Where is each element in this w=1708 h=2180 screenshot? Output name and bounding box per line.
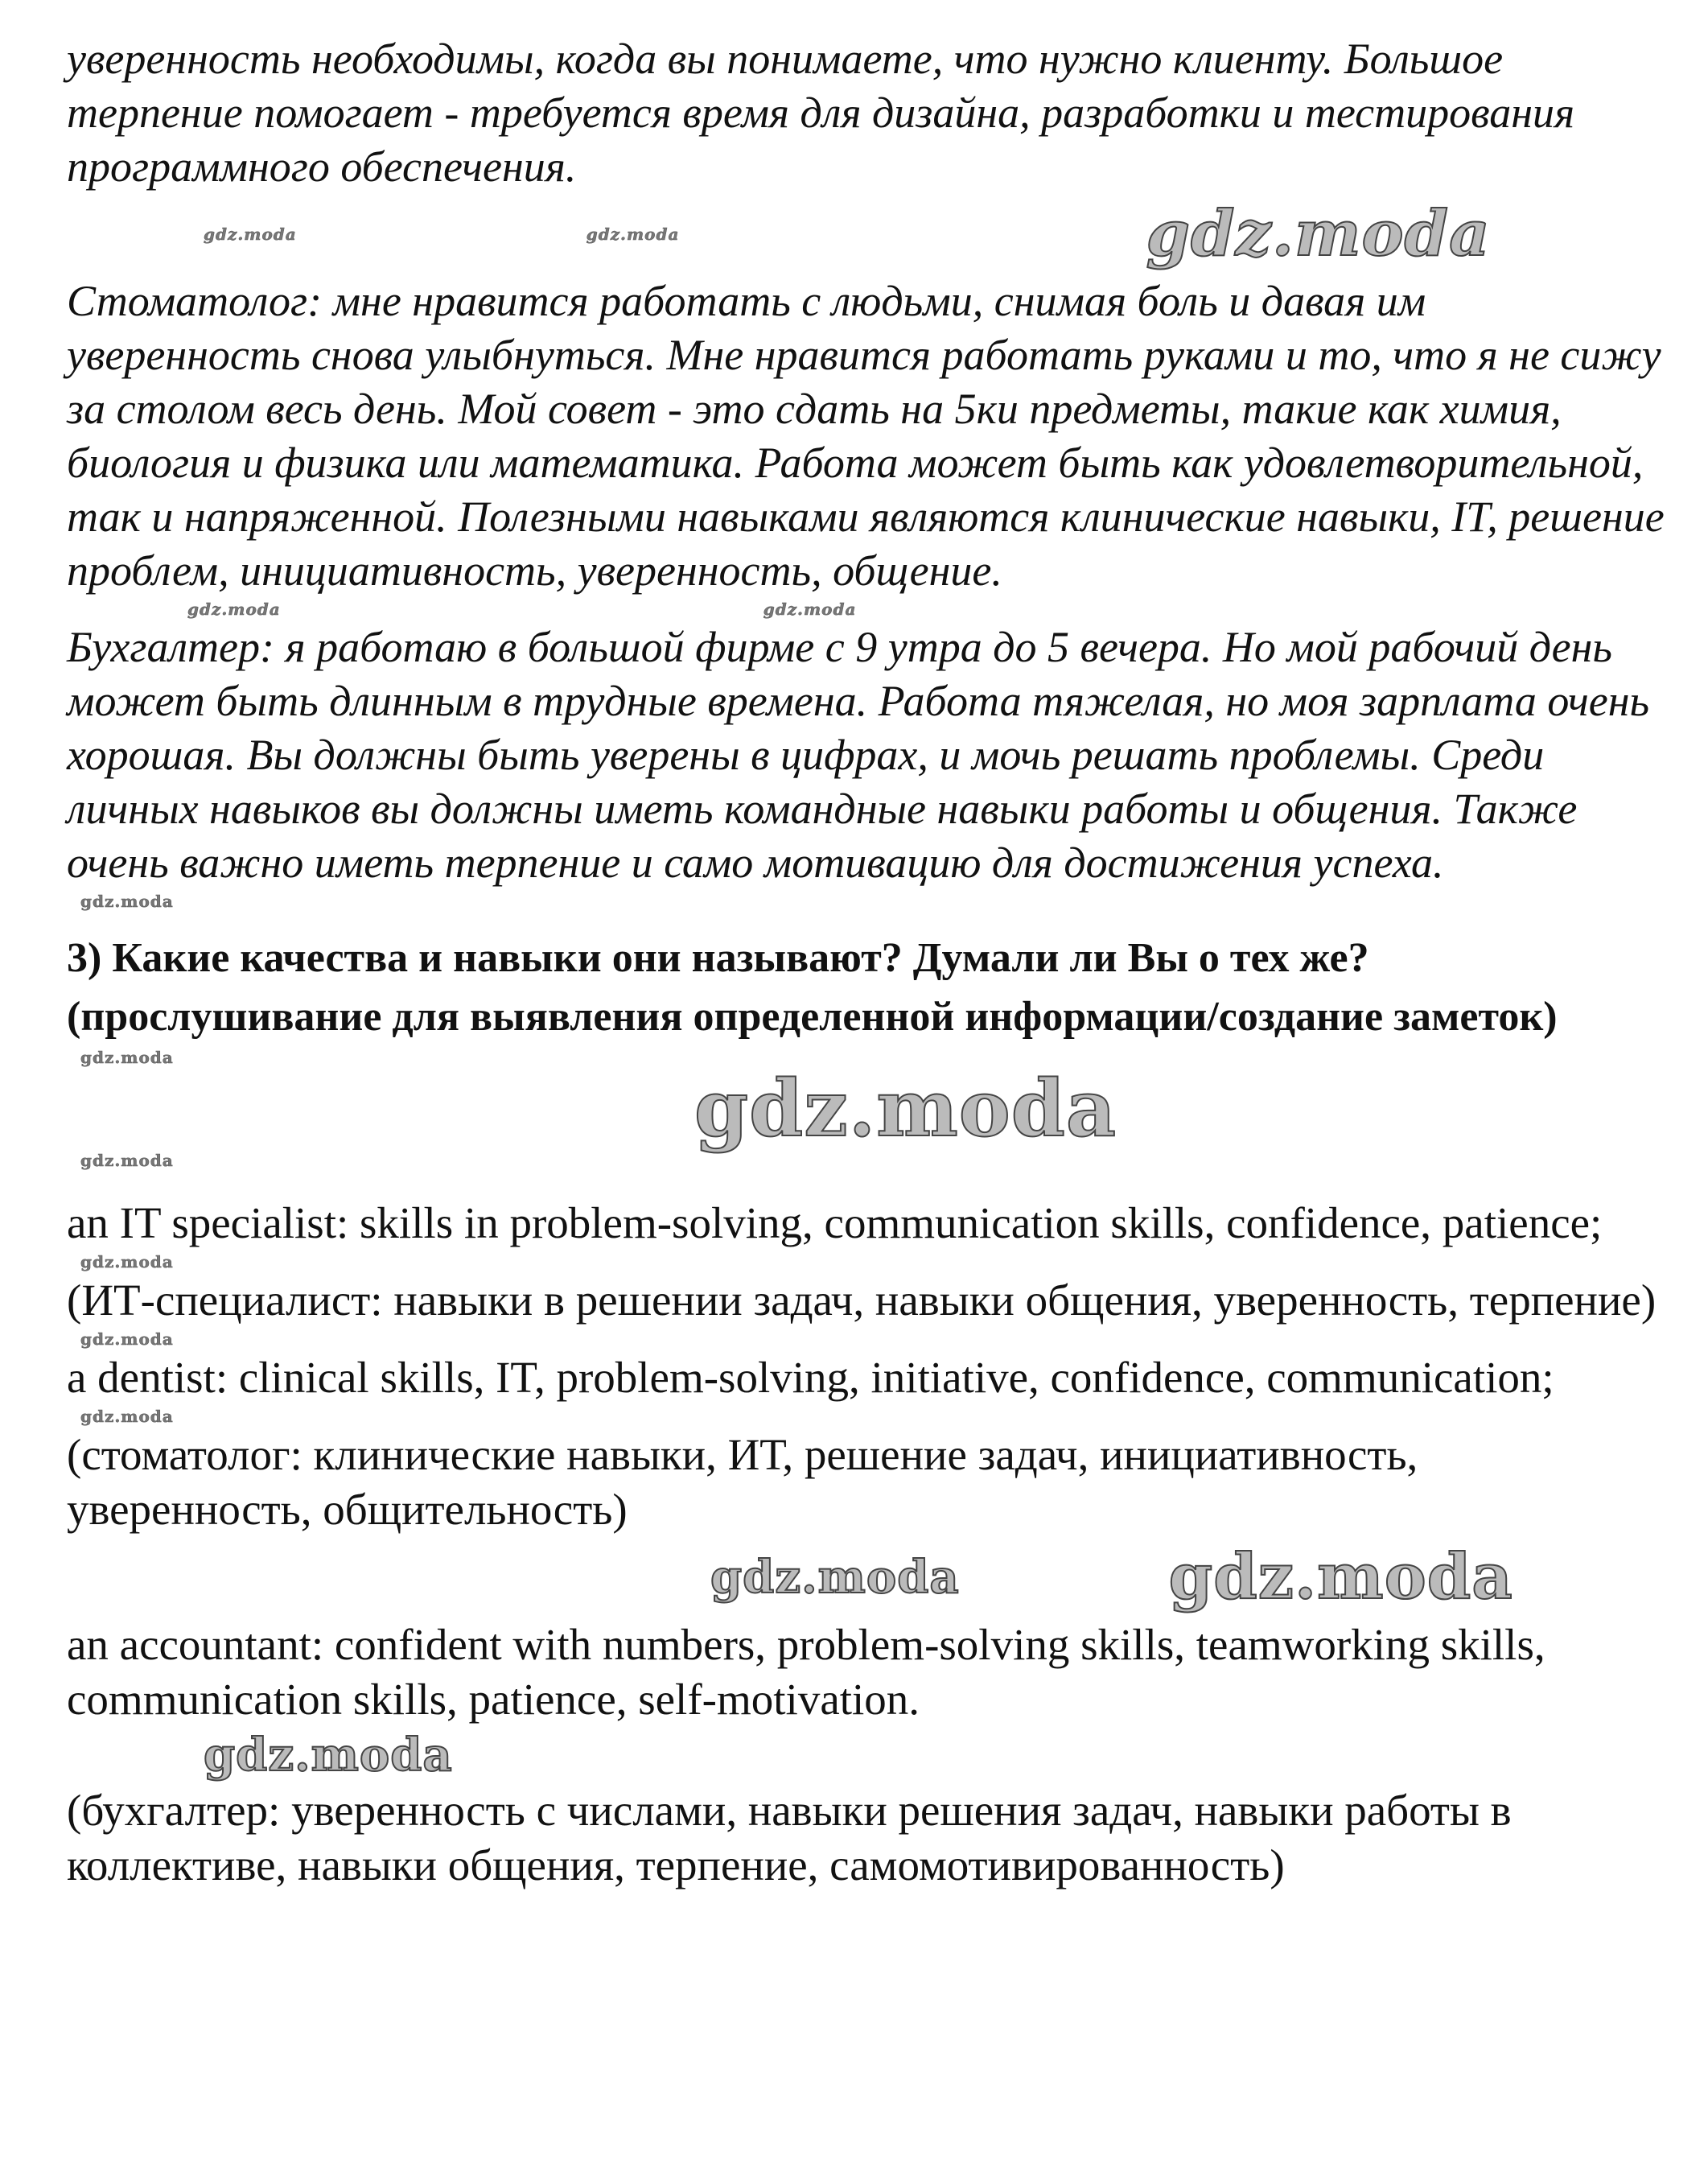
watermark: gdz.moda — [1168, 1540, 1513, 1613]
watermark: gdz.moda — [204, 1729, 453, 1782]
accountant-text: Бухгалтер: я работаю в большой фирме с 9 утра до 5 вечера. Но мой рабочий день может быть длинным в трудные времена. Работа тяжелая, но моя зарплата очень хорошая. Вы должны быть уверены в цифрах, и мочь решать проблемы. Среди личных навыков вы должны иметь командные навыки работы и общения. Также очень важно иметь терпение и само мотивацию для достижения успеха. — [67, 623, 1650, 887]
watermark: gdz.moda — [187, 600, 281, 619]
watermark-row — [67, 194, 1668, 274]
watermark-row — [67, 598, 1668, 620]
watermark-row — [67, 1537, 1668, 1617]
watermark-row — [67, 1063, 1668, 1154]
answer-dentist: a dentist: clinical skills, IT, problem-solving, initiative, confidence, communication; — [67, 1353, 1554, 1402]
answer-dentist-translation: (стоматолог: клинические навыки, ИТ, решение задач, инициативность, уверенность, общительность) — [67, 1430, 1418, 1534]
answer-accountant: an accountant: confident with numbers, problem-solving skills, teamworking skills, communication skills, patience, self-motivation. — [67, 1620, 1545, 1724]
it-specialist-text: уверенность необходимы, когда вы понимаете, что нужно клиенту. Большое терпение помогает - требуется время для дизайна, разработки и тестирования программного обеспечения. — [67, 35, 1575, 191]
task-heading: 3) Какие качества и навыки они называют? Думали ли Вы о тех же? (прослушивание для выявления определенной информации/создание заметок) — [67, 935, 1558, 1040]
italic-answer-text — [67, 32, 1668, 890]
watermark-row — [67, 1328, 1668, 1350]
watermark-row — [67, 1251, 1668, 1273]
answer-it-specialist: an IT specialist: skills in problem-solving, communication skills, confidence, patience; — [67, 1198, 1603, 1247]
watermark-row — [67, 1727, 1668, 1783]
watermark: gdz.moda — [80, 1252, 174, 1271]
watermark: gdz.moda — [80, 1151, 174, 1170]
watermark-row — [67, 1405, 1668, 1428]
watermark: gdz.moda — [694, 1063, 1117, 1154]
watermark: gdz.moda — [80, 1407, 174, 1426]
watermark: gdz.moda — [586, 225, 680, 244]
watermark: gdz.moda — [763, 600, 857, 619]
watermark: gdz.moda — [80, 1048, 174, 1067]
watermark: gdz.moda — [204, 225, 297, 244]
watermark: gdz.moda — [80, 1329, 174, 1349]
watermark: gdz.moda — [710, 1551, 960, 1604]
answer-it-specialist-translation: (ИТ-специалист: навыки в решении задач, навыки общения, уверенность, терпение) — [67, 1275, 1657, 1325]
watermark: gdz.moda — [80, 892, 174, 911]
watermark-row — [67, 890, 1668, 913]
dentist-text: Стоматолог: мне нравится работать с людьми, снимая боль и давая им уверенность снова улыбнуться. Мне нравится работать руками и то, что я не сижу за столом весь день. Мой совет - это сдать на 5ки предметы, такие как химия, биология и физика или математика. Работа может быть как удовлетворительной, так и напряженной. Полезными навыками являются клинические навыки, IT, решение проблем, инициативность, уверенность, общение. — [67, 277, 1665, 595]
watermark: gdz.moda — [1146, 197, 1491, 270]
answer-accountant-translation: (бухгалтер: уверенность с числами, навыки решения задач, навыки работы в коллективе, навыки общения, терпение, самомотивированность) — [67, 1786, 1512, 1889]
